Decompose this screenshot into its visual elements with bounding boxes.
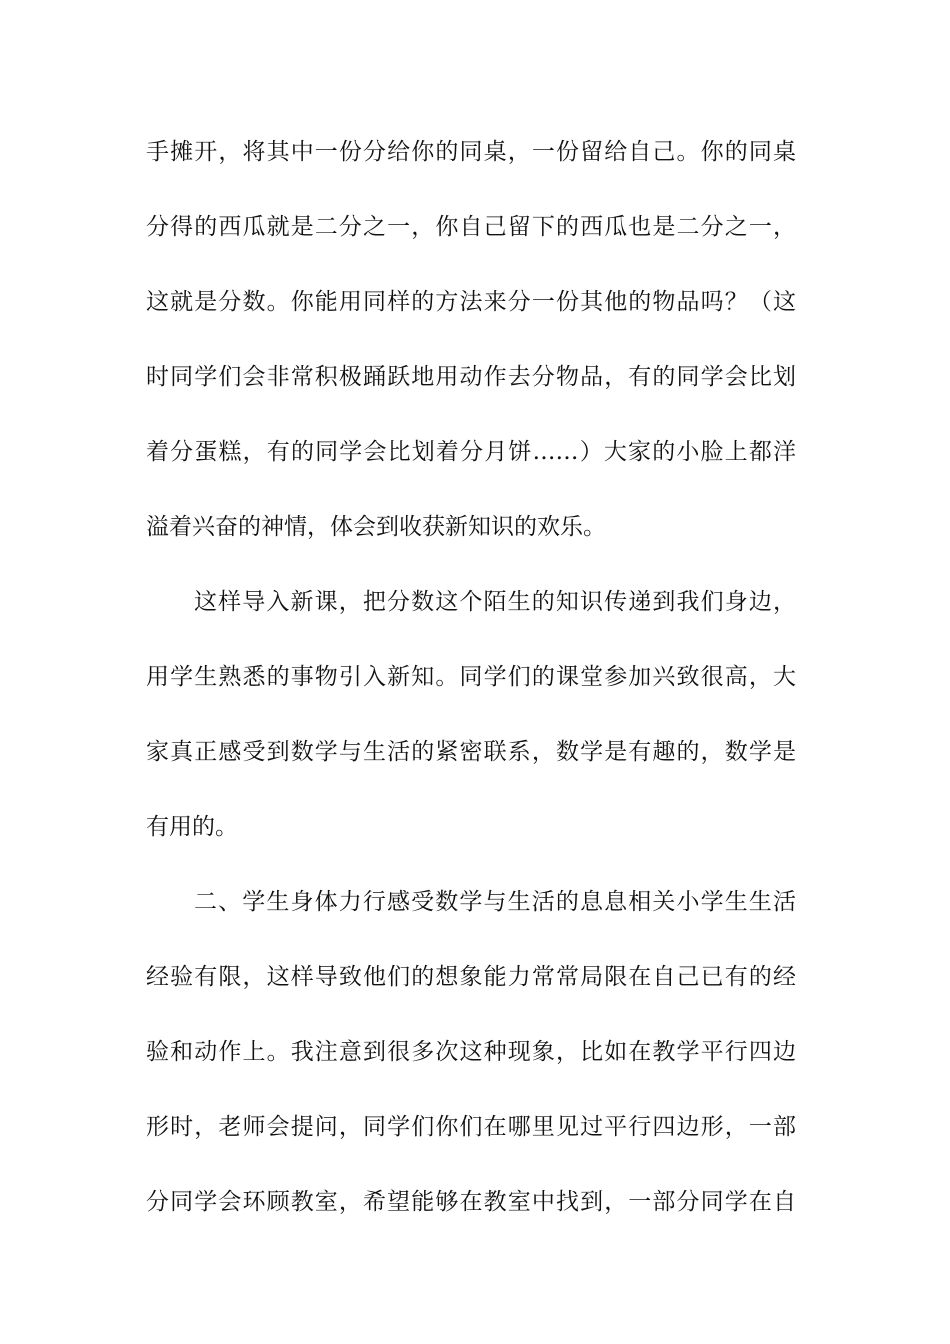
- text-line: 经验有限，这样导致他们的想象能力常常局限在自己已有的经: [146, 964, 796, 990]
- text-line: 有用的。: [146, 814, 238, 840]
- text-line: 着分蛋糕，有的同学会比划着分月饼……）大家的小脸上都洋: [146, 439, 796, 465]
- text-line: 形时，老师会提问，同学们你们在哪里见过平行四边形，一部: [146, 1114, 796, 1140]
- text-line: 手摊开，将其中一份分给你的同桌，一份留给自己。你的同桌: [146, 139, 796, 165]
- text-line: 时同学们会非常积极踊跃地用动作去分物品，有的同学会比划: [146, 364, 796, 390]
- text-line: 二、学生身体力行感受数学与生活的息息相关小学生生活: [194, 889, 796, 915]
- text-line: 用学生熟悉的事物引入新知。同学们的课堂参加兴致很高，大: [146, 664, 796, 690]
- text-line: 这样导入新课，把分数这个陌生的知识传递到我们身边，: [194, 589, 796, 615]
- text-line: 分得的西瓜就是二分之一，你自己留下的西瓜也是二分之一，: [146, 214, 796, 240]
- body-text: [146, 127, 796, 1252]
- text-line: 验和动作上。我注意到很多次这种现象，比如在教学平行四边: [146, 1039, 796, 1065]
- text-line: 溢着兴奋的神情，体会到收获新知识的欢乐。: [146, 514, 606, 540]
- text-line: 分同学会环顾教室，希望能够在教室中找到，一部分同学在自: [146, 1189, 796, 1215]
- text-line: 这就是分数。你能用同样的方法来分一份其他的物品吗？（这: [146, 289, 796, 315]
- text-line: 家真正感受到数学与生活的紧密联系，数学是有趣的，数学是: [146, 739, 796, 765]
